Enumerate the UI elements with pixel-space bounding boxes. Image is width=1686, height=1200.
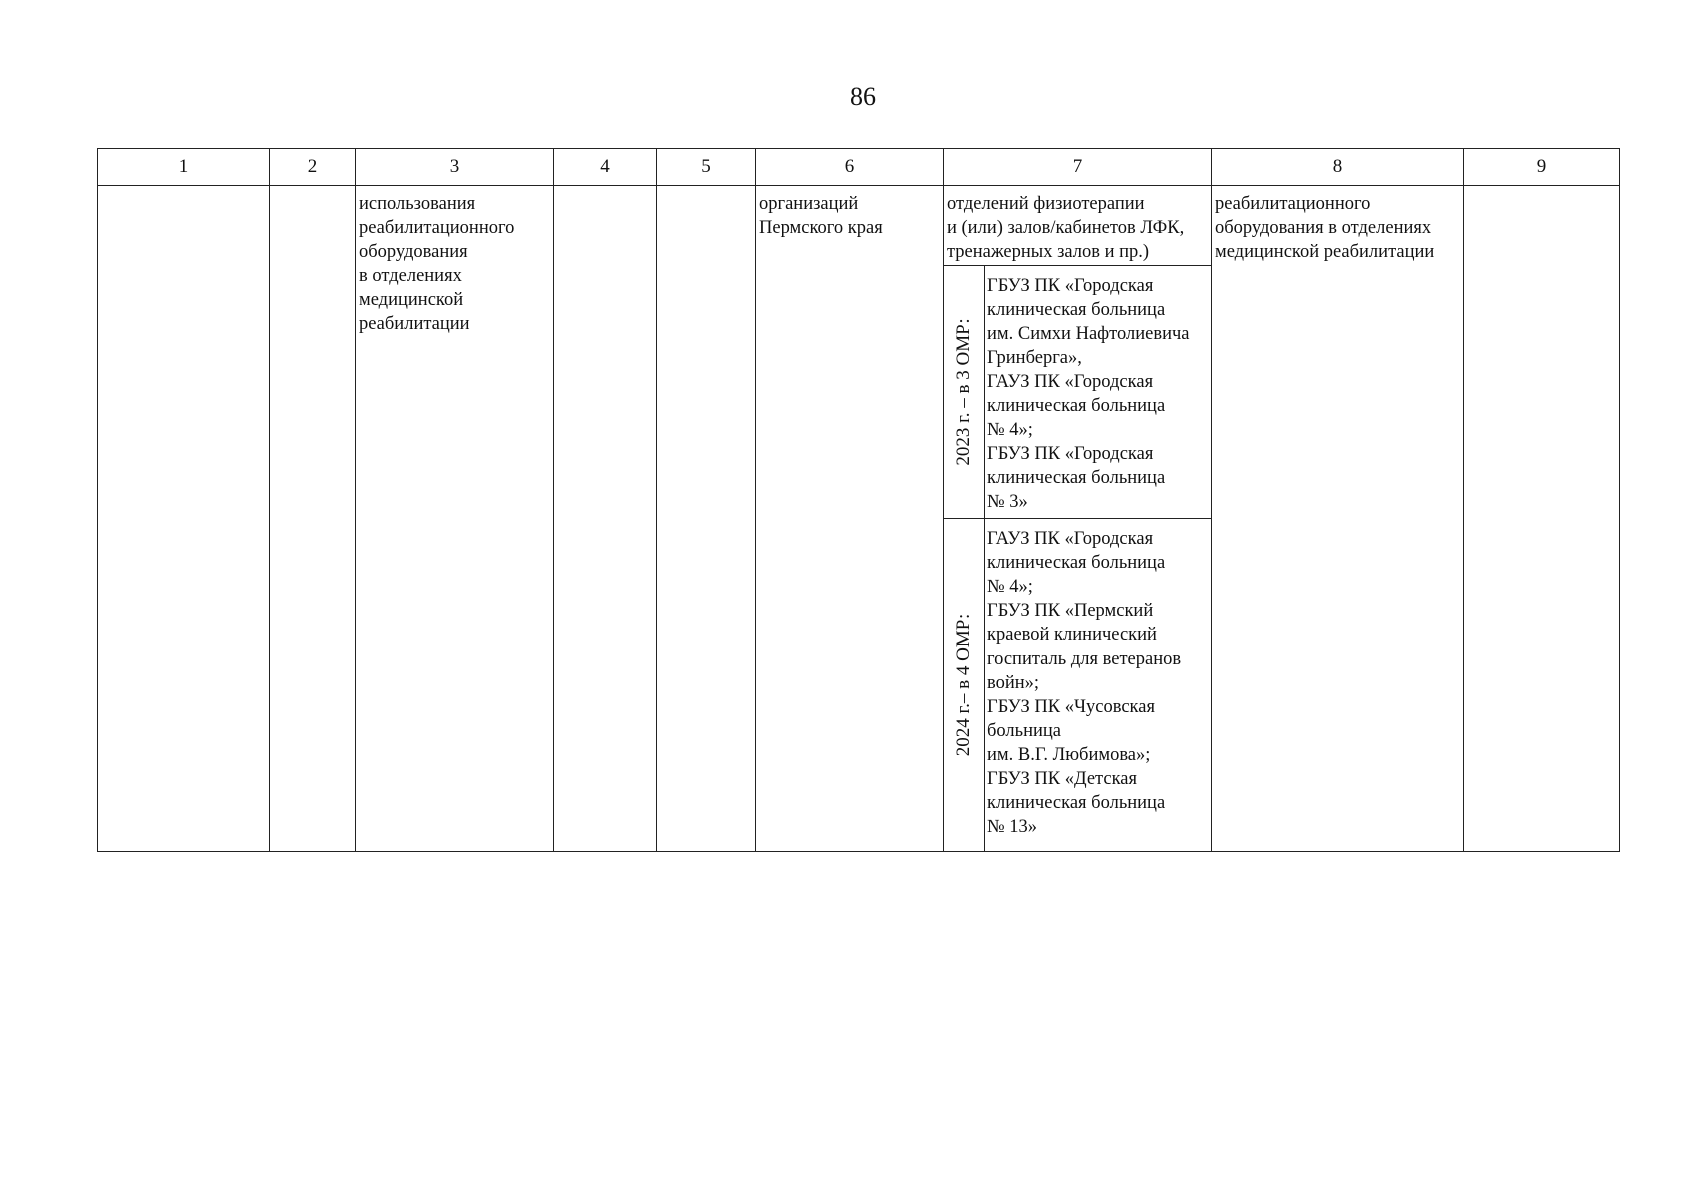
org-line: клиническая больница <box>987 793 1166 813</box>
col7-intro <box>944 186 1211 266</box>
year-block-2024 <box>944 519 1211 851</box>
cell-col-1 <box>98 186 270 852</box>
org-line: им. Симхи Нафтолиевича <box>987 324 1190 344</box>
year-label-cell <box>944 519 985 851</box>
header-col-1: 1 <box>98 149 270 186</box>
col7-intro-line: и (или) залов/кабинетов ЛФК, <box>947 218 1185 238</box>
header-col-4: 4 <box>554 149 657 186</box>
col3-line: реабилитационного <box>359 218 515 238</box>
org-line: ГБУЗ ПК «Городская <box>987 444 1154 464</box>
col3-line: оборудования <box>359 242 468 262</box>
col6-line: Пермского края <box>759 218 883 238</box>
header-col-6: 6 <box>756 149 944 186</box>
org-list-cell <box>985 519 1212 851</box>
org-line: клиническая больница <box>987 300 1166 320</box>
col8-line: медицинской реабилитации <box>1215 242 1435 262</box>
col3-line: реабилитации <box>359 314 470 334</box>
year-label-2023: 2023 г. – в 3 ОМР: <box>953 318 974 466</box>
org-line: ГБУЗ ПК «Детская <box>987 769 1137 789</box>
org-line: ГБУЗ ПК «Городская <box>987 276 1154 296</box>
col8-line: оборудования в отделениях <box>1215 218 1432 238</box>
header-col-3: 3 <box>356 149 554 186</box>
org-line: госпиталь для ветеранов <box>987 649 1182 669</box>
org-line: № 4»; <box>987 420 1033 440</box>
cell-col-8 <box>1212 186 1464 852</box>
org-line: № 3» <box>987 492 1028 512</box>
cell-col-7 <box>944 186 1212 852</box>
org-line: ГБУЗ ПК «Пермский <box>987 601 1154 621</box>
header-col-7: 7 <box>944 149 1212 186</box>
cell-col-6 <box>756 186 944 852</box>
col8-line: реабилитационного <box>1215 194 1371 214</box>
col7-intro-line: тренажерных залов и пр.) <box>947 242 1150 262</box>
page-number: 86 <box>850 82 876 111</box>
year-schedule-table <box>944 266 1211 851</box>
document-table <box>97 148 1620 852</box>
header-col-2: 2 <box>270 149 356 186</box>
org-line: ГАУЗ ПК «Городская <box>987 372 1154 392</box>
col3-line: в отделениях <box>359 266 462 286</box>
org-line: им. В.Г. Любимова»; <box>987 745 1151 765</box>
cell-col-4 <box>554 186 657 852</box>
org-line: войн»; <box>987 673 1040 693</box>
year-label-2024: 2024 г.– в 4 ОМР: <box>953 613 974 757</box>
year-label-cell <box>944 266 985 519</box>
col3-line: медицинской <box>359 290 464 310</box>
header-col-8: 8 <box>1212 149 1464 186</box>
org-line: № 13» <box>987 817 1038 837</box>
org-line: клиническая больница <box>987 553 1166 573</box>
org-line: клиническая больница <box>987 468 1166 488</box>
header-row <box>98 149 1620 186</box>
org-line: ГАУЗ ПК «Городская <box>987 529 1154 549</box>
org-line: Гринберга», <box>987 348 1082 368</box>
header-col-5: 5 <box>657 149 756 186</box>
cell-col-5 <box>657 186 756 852</box>
org-line: краевой клинический <box>987 625 1157 645</box>
year-block-2023 <box>944 266 1211 519</box>
col7-intro-line: отделений физиотерапии <box>947 194 1145 214</box>
col3-line: использования <box>359 194 476 214</box>
cell-col-9 <box>1464 186 1620 852</box>
org-line: ГБУЗ ПК «Чусовская <box>987 697 1155 717</box>
cell-col-2 <box>270 186 356 852</box>
header-col-9: 9 <box>1464 149 1620 186</box>
org-list-cell <box>985 266 1212 519</box>
cell-col-3 <box>356 186 554 852</box>
org-line: клиническая больница <box>987 396 1166 416</box>
org-line: больница <box>987 721 1061 741</box>
col6-line: организаций <box>759 194 859 214</box>
org-line: № 4»; <box>987 577 1033 597</box>
table-row <box>98 186 1620 852</box>
